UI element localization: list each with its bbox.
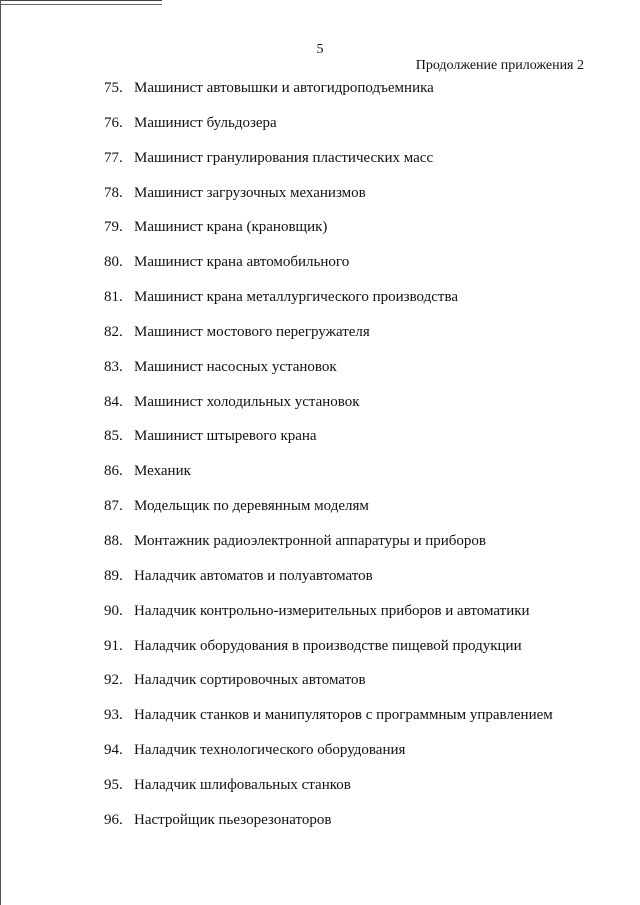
scan-edge-line (0, 4, 162, 5)
scan-edge-line (0, 0, 162, 1)
list-item (0, 426, 640, 461)
item-text: Модельщик по деревянным моделям (134, 498, 369, 515)
item-number: 89. (104, 567, 123, 584)
list-item (0, 287, 640, 322)
item-text: Машинист штыревого крана (134, 428, 317, 445)
list-item (0, 670, 640, 705)
item-text: Машинист загрузочных механизмов (134, 184, 366, 201)
item-number: 92. (104, 672, 123, 689)
item-text: Наладчик оборудования в производстве пищевой продукции (134, 637, 522, 654)
item-text: Механик (134, 463, 191, 480)
item-text: Наладчик контрольно-измерительных приборов и автоматики (134, 602, 530, 619)
item-number: 91. (104, 637, 123, 654)
item-number: 79. (104, 219, 123, 236)
item-number: 78. (104, 184, 123, 201)
item-text: Машинист насосных установок (134, 358, 337, 375)
item-text: Машинист мостового перегружателя (134, 323, 370, 340)
item-number: 81. (104, 289, 123, 306)
item-number: 76. (104, 114, 123, 131)
list-item (0, 392, 640, 427)
list-item (0, 636, 640, 671)
item-text: Машинист бульдозера (134, 114, 277, 131)
list-item (0, 496, 640, 531)
item-number: 84. (104, 393, 123, 410)
item-text: Машинист крана (крановщик) (134, 219, 328, 236)
list-item (0, 601, 640, 636)
list-item (0, 810, 640, 845)
item-number: 94. (104, 742, 123, 759)
list-item (0, 183, 640, 218)
item-text: Машинист автовышки и автогидроподъемника (134, 80, 434, 96)
list-item (0, 252, 640, 287)
item-number: 95. (104, 776, 123, 793)
item-text: Наладчик автоматов и полуавтоматов (134, 567, 373, 584)
profession-list (0, 78, 640, 845)
page-number: 5 (316, 42, 324, 57)
item-text: Настройщик пьезорезонаторов (134, 811, 332, 828)
item-text: Наладчик станков и манипуляторов с программным управлением (134, 707, 553, 724)
item-number: 77. (104, 149, 123, 166)
item-text: Машинист холодильных установок (134, 393, 360, 410)
list-item (0, 740, 640, 775)
item-number: 80. (104, 254, 123, 271)
item-text: Наладчик сортировочных автоматов (134, 672, 366, 689)
item-number: 96. (104, 811, 123, 828)
item-text: Монтажник радиоэлектронной аппаратуры и приборов (134, 532, 486, 549)
item-number: 90. (104, 602, 123, 619)
list-item (0, 357, 640, 392)
item-number: 82. (104, 323, 123, 340)
list-item (0, 322, 640, 357)
item-number: 88. (104, 532, 123, 549)
item-text: Машинист гранулирования пластических масс (134, 149, 434, 166)
list-item (0, 705, 640, 740)
list-item (0, 566, 640, 601)
item-text: Машинист крана автомобильного (134, 254, 350, 271)
item-number: 93. (104, 707, 123, 724)
item-text: Наладчик технологического оборудования (134, 742, 406, 759)
continuation-header: Продолжение приложения 2 (415, 58, 584, 73)
list-item (0, 461, 640, 496)
item-number: 85. (104, 428, 123, 445)
list-item (0, 148, 640, 183)
item-text: Наладчик шлифовальных станков (134, 776, 351, 793)
item-text: Машинист крана металлургического производства (134, 289, 459, 306)
list-item (0, 113, 640, 148)
list-item (0, 78, 640, 113)
list-item (0, 217, 640, 252)
item-number: 83. (104, 358, 123, 375)
list-item (0, 531, 640, 566)
item-number: 86. (104, 463, 123, 480)
list-item (0, 775, 640, 810)
item-number: 87. (104, 498, 123, 515)
item-number: 75. (104, 80, 123, 96)
